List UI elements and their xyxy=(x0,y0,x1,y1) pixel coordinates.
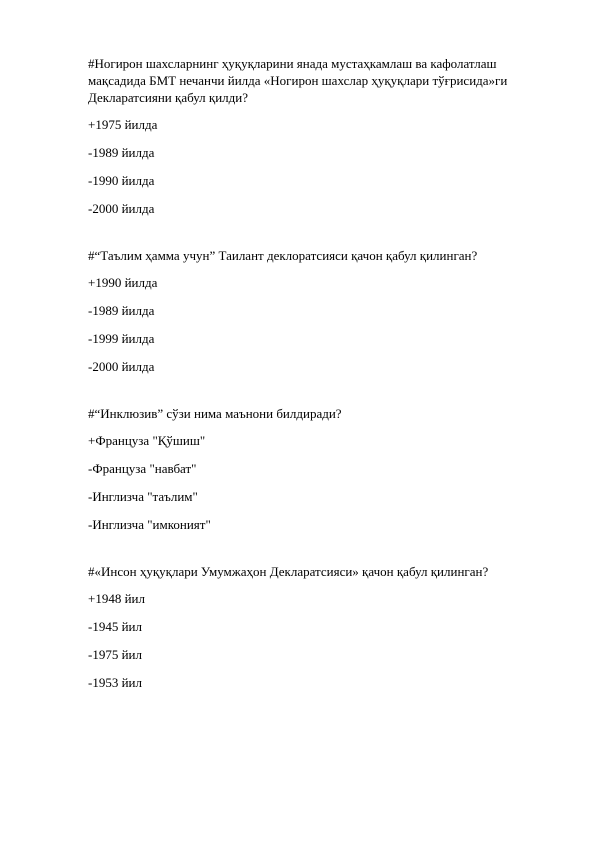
question-block-2 xyxy=(88,247,548,375)
answer-option: -Француза "навбат" xyxy=(88,461,197,476)
answer-option: -Инглизча "имконият" xyxy=(88,517,211,532)
question-block-4 xyxy=(88,563,548,691)
document-content xyxy=(88,55,548,721)
question-block-3 xyxy=(88,405,548,533)
answer-option: +1990 йилда xyxy=(88,275,158,290)
question-text: #Ногирон шахсларнинг ҳуқуқларини янада мустаҳкамлаш ва кафолатлаш мақсадида БМТ нечанчи йилда «Ногирон шахслар ҳуқуқлари тўғрисида»ги Декларатсияни қабул қилди? xyxy=(88,56,508,105)
answer-option: -1989 йилда xyxy=(88,145,155,160)
answer-option: -1990 йилда xyxy=(88,173,155,188)
answer-option: +1975 йилда xyxy=(88,117,158,132)
answer-option: -2000 йилда xyxy=(88,359,155,374)
answer-option: -1975 йил xyxy=(88,647,142,662)
answer-option: -1953 йил xyxy=(88,675,142,690)
answer-option: -1989 йилда xyxy=(88,303,155,318)
answer-option: -Инглизча "таълим" xyxy=(88,489,198,504)
question-block-1 xyxy=(88,55,548,217)
answer-option: -2000 йилда xyxy=(88,201,155,216)
question-text: #«Инсон ҳуқуқлари Умумжаҳон Декларатсияси» қачон қабул қилинган? xyxy=(88,564,489,579)
question-text: #“Таълим ҳамма учун” Таилант деклоратсияси қачон қабул қилинган? xyxy=(88,248,478,263)
answer-option: -1999 йилда xyxy=(88,331,155,346)
question-text: #“Инклюзив” сўзи нима маънони билдиради? xyxy=(88,406,342,421)
answer-option: +1948 йил xyxy=(88,591,145,606)
answer-option: +Француза "Қўшиш" xyxy=(88,433,206,448)
answer-option: -1945 йил xyxy=(88,619,142,634)
